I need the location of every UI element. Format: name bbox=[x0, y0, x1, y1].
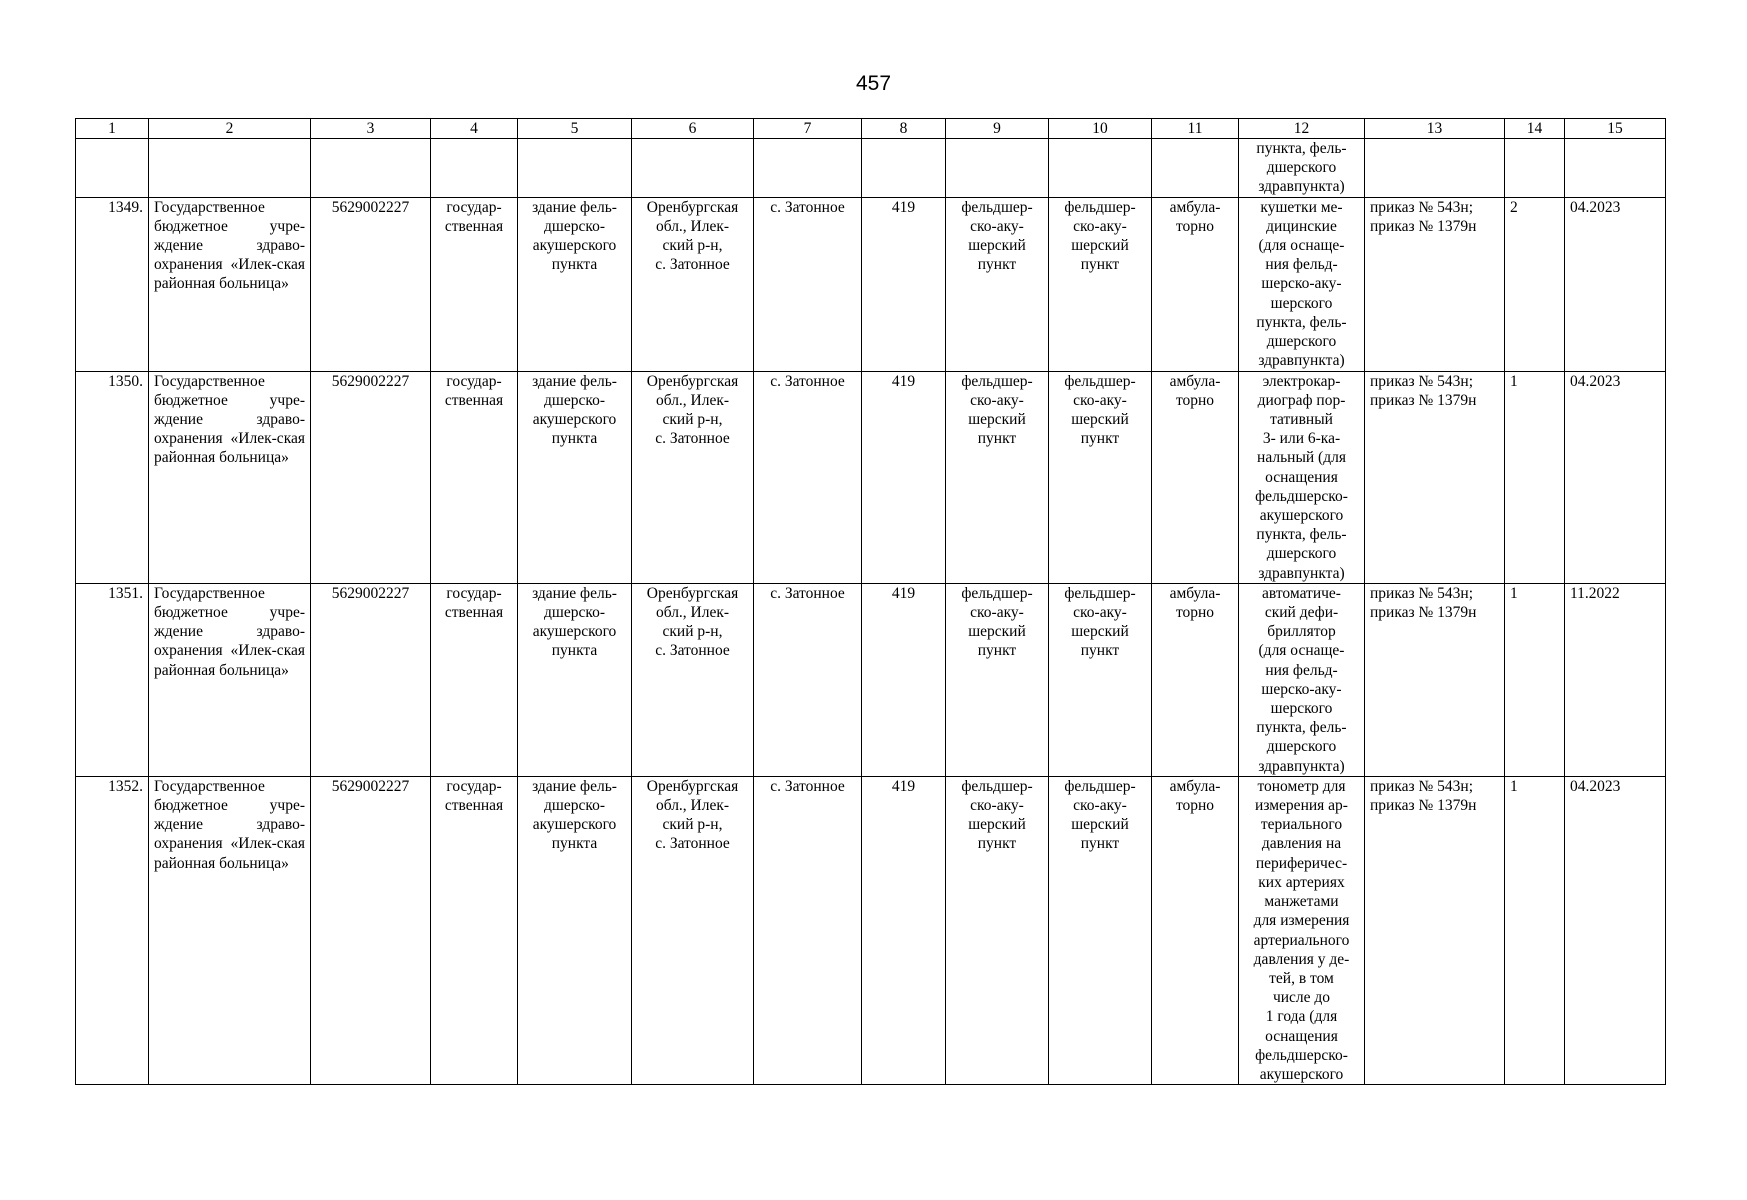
facility-type-cell: фельдшер- ско-аку- шерский пункт bbox=[946, 776, 1049, 1084]
equipment-cell: кушетки ме- дицинские (для оснаще- ния фельд- шерско-аку- шерского пункта, фель- дшерского здравпункта) bbox=[1239, 197, 1365, 371]
page-number: 457 bbox=[855, 72, 892, 95]
ownership-cell: государ- ственная bbox=[431, 583, 518, 776]
quantity-cell: 1 bbox=[1505, 776, 1565, 1084]
column-number-row bbox=[76, 119, 1666, 139]
column-number: 15 bbox=[1565, 119, 1666, 139]
table-row bbox=[76, 776, 1666, 1084]
continuation-row bbox=[76, 139, 1666, 198]
empty-cell bbox=[1049, 139, 1152, 198]
empty-cell bbox=[754, 139, 862, 198]
table-row bbox=[76, 371, 1666, 583]
locality-cell: с. Затонное bbox=[754, 776, 862, 1084]
column-number: 1 bbox=[76, 119, 149, 139]
code-cell: 419 bbox=[862, 197, 946, 371]
empty-cell bbox=[1365, 139, 1505, 198]
facility-type-cell: фельдшер- ско-аку- шерский пункт bbox=[1049, 371, 1152, 583]
facility-type-cell: фельдшер- ско-аку- шерский пункт bbox=[946, 197, 1049, 371]
empty-cell bbox=[946, 139, 1049, 198]
column-number: 9 bbox=[946, 119, 1049, 139]
empty-cell bbox=[1152, 139, 1239, 198]
column-number: 2 bbox=[149, 119, 311, 139]
equipment-cell: автоматиче- ский дефи- бриллятор (для оснаще- ния фельд- шерско-аку- шерского пункта, фель- дшерского здравпункта) bbox=[1239, 583, 1365, 776]
care-form-cell: амбула- торно bbox=[1152, 583, 1239, 776]
address-cell: Оренбургская обл., Илек- ский р-н, с. Затонное bbox=[632, 371, 754, 583]
column-number: 5 bbox=[518, 119, 632, 139]
locality-cell: с. Затонное bbox=[754, 583, 862, 776]
date-cell: 04.2023 bbox=[1565, 776, 1666, 1084]
empty-cell bbox=[76, 139, 149, 198]
facility-type-cell: фельдшер- ско-аку- шерский пункт bbox=[1049, 776, 1152, 1084]
column-number: 10 bbox=[1049, 119, 1152, 139]
institution-cell: Государственное бюджетное учре-ждение здраво-охранения «Илек-ская районная больница» bbox=[149, 197, 311, 371]
empty-cell bbox=[518, 139, 632, 198]
column-number: 13 bbox=[1365, 119, 1505, 139]
order-cell: приказ № 543н; приказ № 1379н bbox=[1365, 197, 1505, 371]
locality-cell: с. Затонное bbox=[754, 371, 862, 583]
registry-table bbox=[75, 118, 1666, 1085]
order-cell: приказ № 543н; приказ № 1379н bbox=[1365, 371, 1505, 583]
address-cell: Оренбургская обл., Илек- ский р-н, с. Затонное bbox=[632, 583, 754, 776]
row-number: 1352. bbox=[76, 776, 149, 1084]
equipment-cell: пункта, фель- дшерского здравпункта) bbox=[1239, 139, 1365, 198]
column-number: 11 bbox=[1152, 119, 1239, 139]
facility-type-cell: фельдшер- ско-аку- шерский пункт bbox=[1049, 583, 1152, 776]
address-cell: Оренбургская обл., Илек- ский р-н, с. Затонное bbox=[632, 197, 754, 371]
column-number: 3 bbox=[311, 119, 431, 139]
building-cell: здание фель- дшерско- акушерского пункта bbox=[518, 776, 632, 1084]
table-row bbox=[76, 197, 1666, 371]
care-form-cell: амбула- торно bbox=[1152, 197, 1239, 371]
building-cell: здание фель- дшерско- акушерского пункта bbox=[518, 371, 632, 583]
column-number: 7 bbox=[754, 119, 862, 139]
ownership-cell: государ- ственная bbox=[431, 776, 518, 1084]
row-number: 1351. bbox=[76, 583, 149, 776]
empty-cell bbox=[1505, 139, 1565, 198]
ownership-cell: государ- ственная bbox=[431, 371, 518, 583]
inn-cell: 5629002227 bbox=[311, 776, 431, 1084]
equipment-cell: тонометр для измерения ар- териального давления на периферичес- ких артериях манжетами для измерения артериального давления у де- тей, в том числе до 1 года (для оснащения фельдшерско- акушерского bbox=[1239, 776, 1365, 1084]
care-form-cell: амбула- торно bbox=[1152, 371, 1239, 583]
institution-cell: Государственное бюджетное учре-ждение здраво-охранения «Илек-ская районная больница» bbox=[149, 583, 311, 776]
facility-type-cell: фельдшер- ско-аку- шерский пункт bbox=[946, 583, 1049, 776]
empty-cell bbox=[862, 139, 946, 198]
inn-cell: 5629002227 bbox=[311, 197, 431, 371]
institution-cell: Государственное бюджетное учре-ждение здраво-охранения «Илек-ская районная больница» bbox=[149, 371, 311, 583]
empty-cell bbox=[1565, 139, 1666, 198]
code-cell: 419 bbox=[862, 583, 946, 776]
column-number: 6 bbox=[632, 119, 754, 139]
inn-cell: 5629002227 bbox=[311, 583, 431, 776]
empty-cell bbox=[311, 139, 431, 198]
empty-cell bbox=[149, 139, 311, 198]
institution-cell: Государственное бюджетное учре-ждение здраво-охранения «Илек-ская районная больница» bbox=[149, 776, 311, 1084]
equipment-cell: электрокар- диограф пор- тативный 3- или 6-ка- нальный (для оснащения фельдшерско- акушерского пункта, фель- дшерского здравпункта) bbox=[1239, 371, 1365, 583]
locality-cell: с. Затонное bbox=[754, 197, 862, 371]
column-number: 12 bbox=[1239, 119, 1365, 139]
code-cell: 419 bbox=[862, 776, 946, 1084]
order-cell: приказ № 543н; приказ № 1379н bbox=[1365, 583, 1505, 776]
inn-cell: 5629002227 bbox=[311, 371, 431, 583]
order-cell: приказ № 543н; приказ № 1379н bbox=[1365, 776, 1505, 1084]
quantity-cell: 1 bbox=[1505, 583, 1565, 776]
column-number: 14 bbox=[1505, 119, 1565, 139]
date-cell: 04.2023 bbox=[1565, 371, 1666, 583]
quantity-cell: 1 bbox=[1505, 371, 1565, 583]
row-number: 1349. bbox=[76, 197, 149, 371]
building-cell: здание фель- дшерско- акушерского пункта bbox=[518, 197, 632, 371]
row-number: 1350. bbox=[76, 371, 149, 583]
column-number: 4 bbox=[431, 119, 518, 139]
building-cell: здание фель- дшерско- акушерского пункта bbox=[518, 583, 632, 776]
quantity-cell: 2 bbox=[1505, 197, 1565, 371]
empty-cell bbox=[431, 139, 518, 198]
date-cell: 04.2023 bbox=[1565, 197, 1666, 371]
table-row bbox=[76, 583, 1666, 776]
empty-cell bbox=[632, 139, 754, 198]
facility-type-cell: фельдшер- ско-аку- шерский пункт bbox=[1049, 197, 1152, 371]
date-cell: 11.2022 bbox=[1565, 583, 1666, 776]
ownership-cell: государ- ственная bbox=[431, 197, 518, 371]
care-form-cell: амбула- торно bbox=[1152, 776, 1239, 1084]
address-cell: Оренбургская обл., Илек- ский р-н, с. Затонное bbox=[632, 776, 754, 1084]
column-number: 8 bbox=[862, 119, 946, 139]
code-cell: 419 bbox=[862, 371, 946, 583]
facility-type-cell: фельдшер- ско-аку- шерский пункт bbox=[946, 371, 1049, 583]
